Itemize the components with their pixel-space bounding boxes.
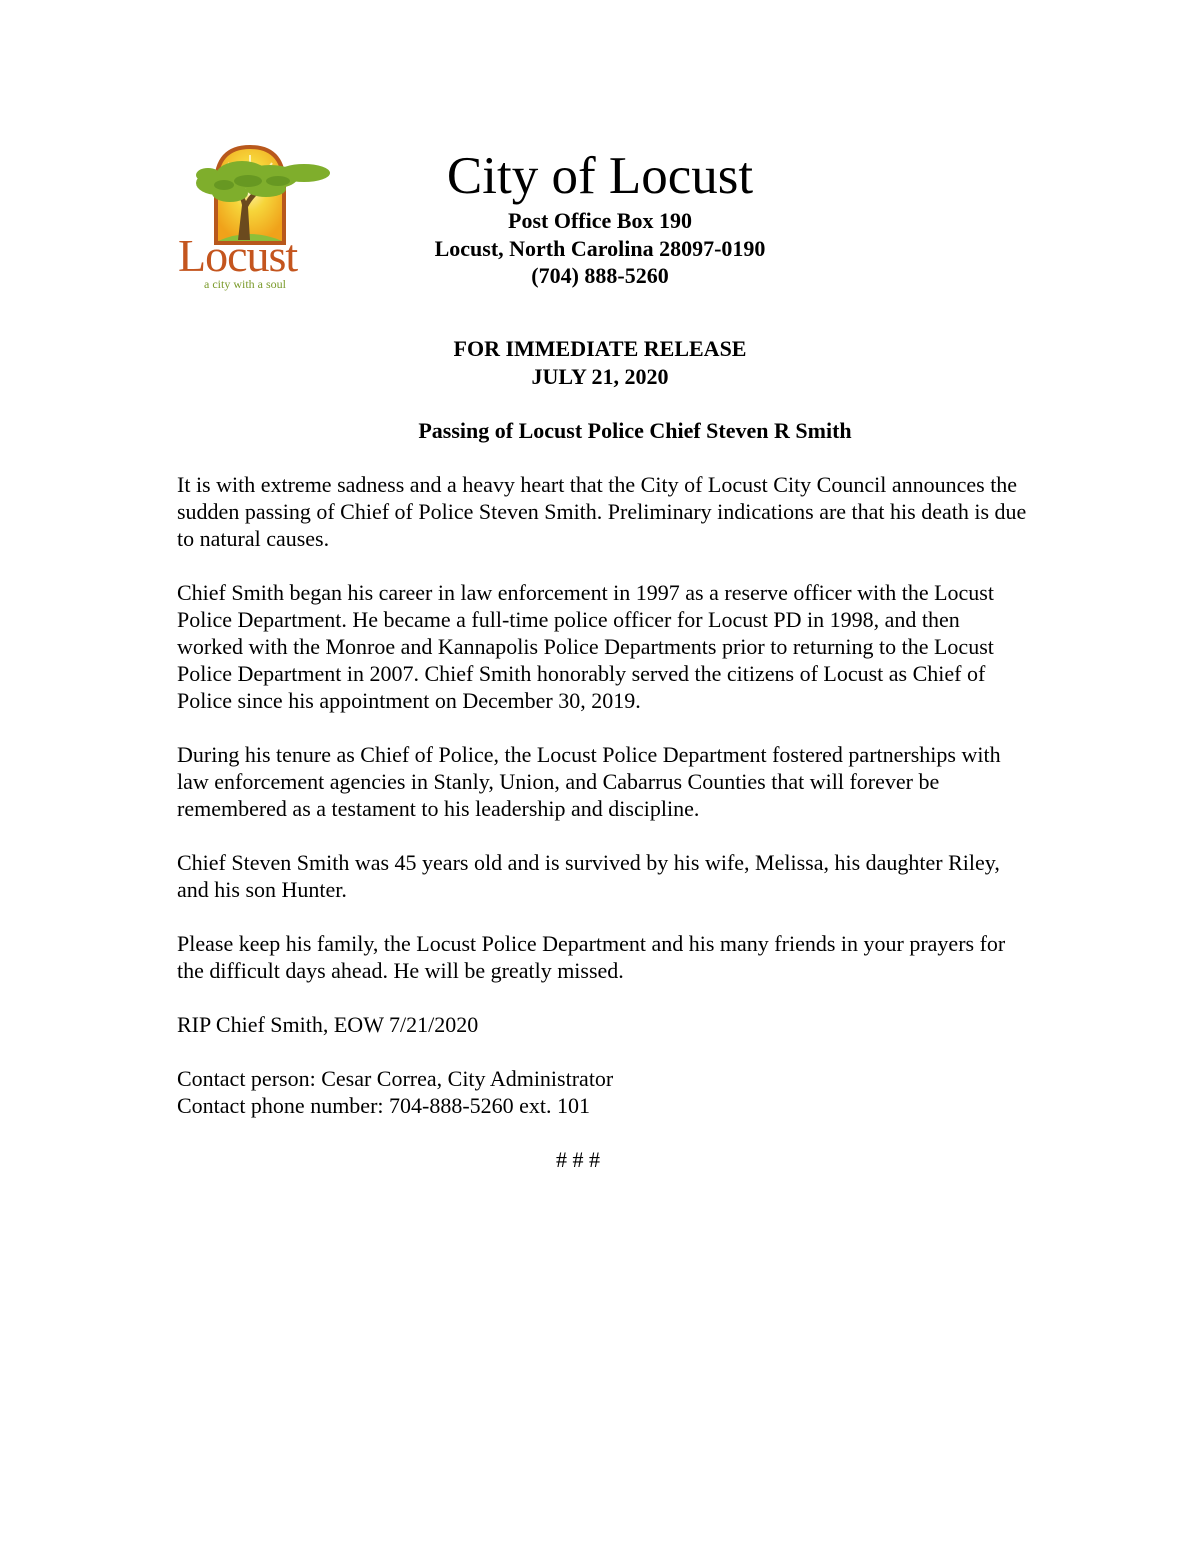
headline: Passing of Locust Police Chief Steven R Smith — [418, 418, 852, 443]
release-date: JULY 21, 2020 — [531, 364, 669, 389]
logo-wordmark: Locust — [178, 230, 298, 281]
paragraph: During his tenure as Chief of Police, the Locust Police Department fostered partnerships with law enforcement agencies in Stanly, Union, and Cabarrus Counties that will forever be remembered as a testament to his leadership and discipline. — [177, 742, 1001, 821]
address-po-box: Post Office Box 190 — [508, 208, 692, 233]
contact-phone: Contact phone number: 704-888-5260 ext. 101 — [177, 1093, 591, 1118]
address-phone: (704) 888-5260 — [531, 263, 669, 288]
release-label: FOR IMMEDIATE RELEASE — [453, 336, 747, 361]
release-body — [177, 471, 1027, 1173]
city-title: City of Locust — [446, 147, 754, 205]
paragraph: It is with extreme sadness and a heavy heart that the City of Locust City Council announces the sudden passing of Chief of Police Steven Smith. Preliminary indications are that his death is due to natural causes. — [177, 472, 1027, 551]
release-block — [0, 335, 1200, 391]
end-mark: # # # — [556, 1147, 600, 1172]
paragraph: Chief Smith began his career in law enforcement in 1997 as a reserve officer with the Locust Police Department. He became a full-time police officer for Locust PD in 1998, and then worked with the Monroe and Kannapolis Police Departments prior to returning to the Locust Police Department in 2007. Chief Smith honorably served the citizens of Locust as Chief of Police since his appointment on December 30, 2019. — [177, 580, 994, 713]
paragraph: Please keep his family, the Locust Police Department and his many friends in your prayers for the difficult days ahead. He will be greatly missed. — [177, 931, 1006, 983]
address-city-state: Locust, North Carolina 28097-0190 — [434, 235, 766, 261]
contact-person: Contact person: Cesar Correa, City Administrator — [177, 1066, 614, 1091]
letterhead — [0, 145, 1200, 290]
paragraph: Chief Steven Smith was 45 years old and is survived by his wife, Melissa, his daughter Riley, and his son Hunter. — [177, 850, 1000, 902]
logo-tagline: a city with a soul — [204, 277, 286, 291]
paragraph: RIP Chief Smith, EOW 7/21/2020 — [177, 1012, 479, 1037]
